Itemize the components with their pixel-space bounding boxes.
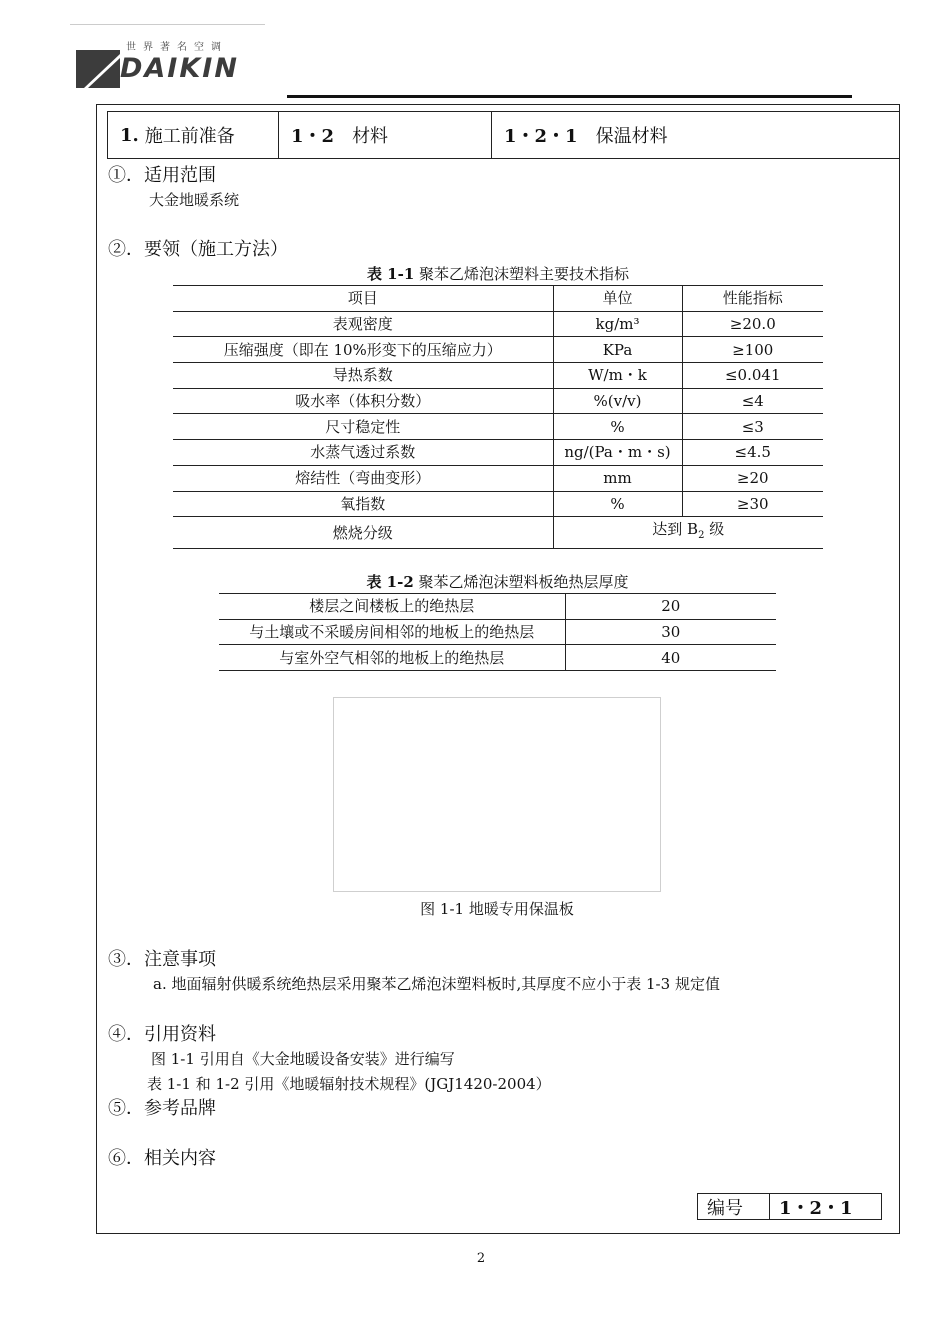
table-cell: ≤4	[682, 388, 823, 414]
table-cell: 楼层之间楼板上的绝热层	[219, 594, 565, 620]
subcategory-label: 材料	[352, 126, 389, 147]
item-cell	[492, 112, 899, 158]
table-row	[219, 594, 776, 620]
table2-thickness	[219, 593, 776, 671]
table-cell: 30	[565, 619, 776, 645]
table-cell: 40	[565, 645, 776, 671]
table-row	[173, 440, 823, 466]
table-row	[173, 363, 823, 389]
section-scope-body: 大金地暖系统	[149, 191, 240, 209]
table1-caption-text: 聚苯乙烯泡沫塑料主要技术指标	[419, 265, 630, 283]
table2-caption-text: 聚苯乙烯泡沫塑料板绝热层厚度	[418, 573, 629, 591]
code-value: 1・2・1	[779, 1197, 853, 1219]
fire-rating-cell	[553, 517, 823, 549]
figure-caption: 图 1-1 地暖专用保温板	[420, 900, 574, 918]
table2-caption-number: 表 1-2	[366, 573, 414, 591]
reference-line-1: 图 1-1 引用自《大金地暖设备安装》进行编写	[151, 1050, 455, 1068]
fire-rating-suffix: 级	[709, 520, 725, 539]
item-label: 保温材料	[595, 126, 668, 147]
table-cell: 水蒸气透过系数	[173, 440, 553, 466]
page-number: 2	[476, 1251, 486, 1266]
table-cell: W/m・k	[553, 363, 682, 389]
subcategory-cell	[279, 112, 492, 158]
table-cell: 压缩强度（即在 10%形变下的压缩应力）	[173, 337, 553, 363]
table-row	[173, 337, 823, 363]
table-row	[173, 414, 823, 440]
table1-spec	[173, 285, 823, 549]
section-notes-item: a. 地面辐射供暖系统绝热层采用聚苯乙烯泡沫塑料板时,其厚度不应小于表 1-3 规定值	[153, 975, 720, 993]
table-cell: %	[553, 414, 682, 440]
table-row	[173, 465, 823, 491]
table-row	[173, 491, 823, 517]
subcategory-number: 1・2	[291, 126, 335, 147]
document-code-box	[697, 1193, 882, 1220]
brand-tagline: 世界著名空调	[126, 42, 228, 53]
table-cell: 表观密度	[173, 311, 553, 337]
table-header-cell: 单位	[553, 286, 682, 312]
table-cell: 熔结性（弯曲变形）	[173, 465, 553, 491]
table-cell: 燃烧分级	[173, 517, 553, 549]
table-cell: ≥20	[682, 465, 823, 491]
daikin-logo-icon	[74, 48, 122, 90]
table2-caption	[219, 571, 776, 592]
table-row	[219, 619, 776, 645]
category-number: 1.	[120, 124, 139, 146]
table-row	[219, 645, 776, 671]
category-label: 施工前准备	[144, 126, 235, 147]
table-cell: ≤3	[682, 414, 823, 440]
table-header-row	[173, 286, 823, 312]
table-header-cell: 项目	[173, 286, 553, 312]
classification-bar	[107, 111, 900, 159]
section-brands-title: ⑤．参考品牌	[108, 1098, 216, 1119]
header-top-line	[70, 24, 265, 25]
table-cell: 氧指数	[173, 491, 553, 517]
table-cell: 吸水率（体积分数）	[173, 388, 553, 414]
table-cell: %(v/v)	[553, 388, 682, 414]
fire-rating-prefix: 达到 B	[652, 520, 699, 539]
category-cell	[108, 112, 279, 158]
table1-caption-number: 表 1-1	[366, 265, 415, 283]
section-scope-title: ①．适用范围	[108, 165, 216, 186]
table-cell: ≥100	[682, 337, 823, 363]
header-rule	[287, 95, 852, 98]
table-cell: ≤4.5	[682, 440, 823, 466]
table-cell: 与室外空气相邻的地板上的绝热层	[219, 645, 565, 671]
section-references-title: ④．引用资料	[108, 1024, 216, 1045]
reference-line-2: 表 1-1 和 1-2 引用《地暖辐射技术规程》(JGJ1420-2004）	[147, 1075, 551, 1093]
table-row-fire-rating	[173, 517, 823, 549]
section-notes-title: ③．注意事项	[108, 949, 216, 970]
table-header-cell: 性能指标	[682, 286, 823, 312]
item-number: 1・2・1	[504, 126, 578, 147]
table-cell: %	[553, 491, 682, 517]
figure-image-placeholder	[333, 697, 661, 892]
table-cell: KPa	[553, 337, 682, 363]
table-cell: ng/(Pa・m・s)	[553, 440, 682, 466]
table-cell: ≥20.0	[682, 311, 823, 337]
table-cell: 导热系数	[173, 363, 553, 389]
brand-wordmark: DAIKIN	[120, 53, 239, 84]
table-cell: ≤0.041	[682, 363, 823, 389]
table1-caption	[173, 263, 823, 284]
fire-rating-sub: 2	[698, 530, 705, 542]
section-method-title: ②．要领（施工方法）	[108, 239, 288, 260]
table-cell: 与土壤或不采暖房间相邻的地板上的绝热层	[219, 619, 565, 645]
table-row	[173, 388, 823, 414]
table-cell: kg/m³	[553, 311, 682, 337]
section-related-title: ⑥．相关内容	[108, 1148, 216, 1169]
code-label: 编号	[698, 1194, 770, 1219]
table-cell: 尺寸稳定性	[173, 414, 553, 440]
table-cell: mm	[553, 465, 682, 491]
table-cell: 20	[565, 594, 776, 620]
table-row	[173, 311, 823, 337]
table-cell: ≥30	[682, 491, 823, 517]
